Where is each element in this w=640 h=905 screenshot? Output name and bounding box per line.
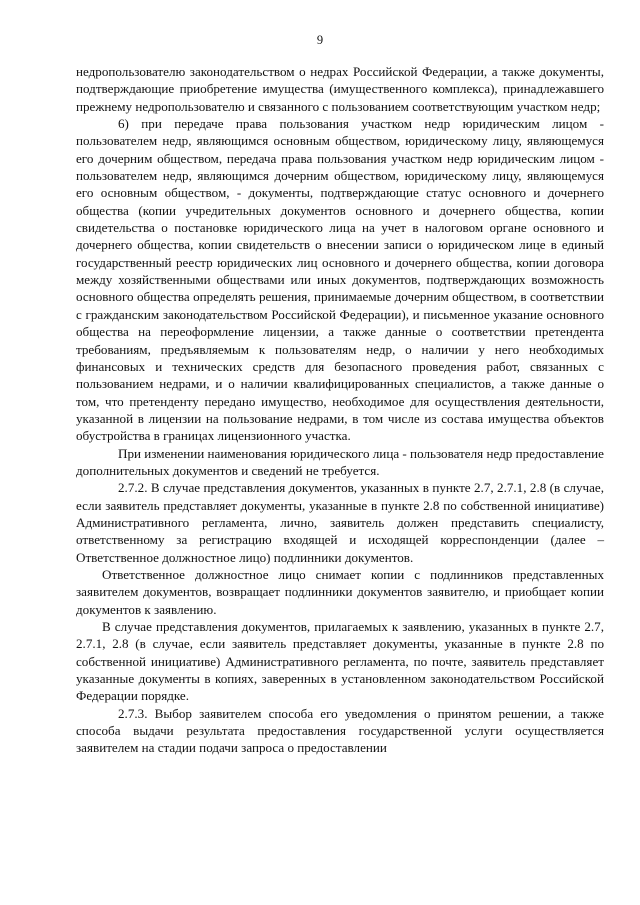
body-text <box>76 63 604 757</box>
page-number: 9 <box>316 33 324 47</box>
paragraph: 2.7.2. В случае представления документов, указанных в пункте 2.7, 2.7.1, 2.8 (в случае, если заявитель представляет документы, указанные в пункте 2.8 по собственной инициативе) Административного регламента, лично, заявитель должен представить специалисту, ответственному за регистрацию входящей и исходящей корреспонденции (далее – Ответственное должностное лицо) подлинники документов. <box>76 480 604 565</box>
paragraph: При изменении наименования юридического лица - пользователя недр предоставление дополнительных документов и сведений не требуется. <box>76 445 604 478</box>
paragraph: недропользователю законодательством о недрах Российской Федерации, а также документы, подтверждающие приобретение имущества (имущественного комплекса), принадлежавшего прежнему недропользователю и связанного с пользованием соответствующим участком недр; <box>76 64 604 114</box>
paragraph: Ответственное должностное лицо снимает копии с подлинников представленных заявителем документов, возвращает подлинники документов заявителю, и приобщает копии документов к заявлению. <box>76 566 604 617</box>
paragraph: В случае представления документов, прилагаемых к заявлению, указанных в пункте 2.7, 2.7.1, 2.8 (в случае, если заявитель представляет документы, указанные в пункте 2.8 по собственной инициативе) Административного регламента, по почте, заявитель представляет указанные документы в копиях, заверенных в установленном законодательством Российской Федерации порядке. <box>76 619 604 704</box>
paragraph: 2.7.3. Выбор заявителем способа его уведомления о принятом решении, а также способа выдачи результата предоставления государственной услуги осуществляется заявителем на стадии подачи запроса о предоставлении <box>76 705 604 756</box>
paragraph: 6) при передаче права пользования участком недр юридическим лицом - пользователем недр, являющимся основным обществом, юридическому лицу, являющемуся его дочерним обществом, передача права пользования участком недр юридическим лицом - пользователем недр, являющимся дочерним обществом, юридическому лицу, являющемуся его основным обществом, - документы, подтверждающие статус основного и дочернего общества (копии учредительных документов основного и дочернего общества, копии свидетельства о постановке юридического лица на учет в налоговом органе основного и дочернего общества, копии свидетельств о внесении записи о юридическом лице в единый государственный реестр юридических лиц основного и дочернего общества, копии договора между хозяйственными обществами или иных документов, подтверждающих возможность основного общества определять решения, принимаемые дочерним обществом, в соответствии с гражданским законодательством Российской Федерации), и письменное указание основного общества на переоформление лицензии, а также данные о соответствии претендента требованиям, предъявляемым к пользователям недр, о наличии у него необходимых финансовых и технических средств для безопасного проведения работ, связанных с пользованием недрами, и о наличии квалифицированных специалистов, а также данные о том, что претенденту передано имущество, необходимое для осуществления деятельности, указанной в лицензии на пользование недрами, в том числе из состава имущества объектов обустройства в границах лицензионного участка. <box>76 116 604 444</box>
